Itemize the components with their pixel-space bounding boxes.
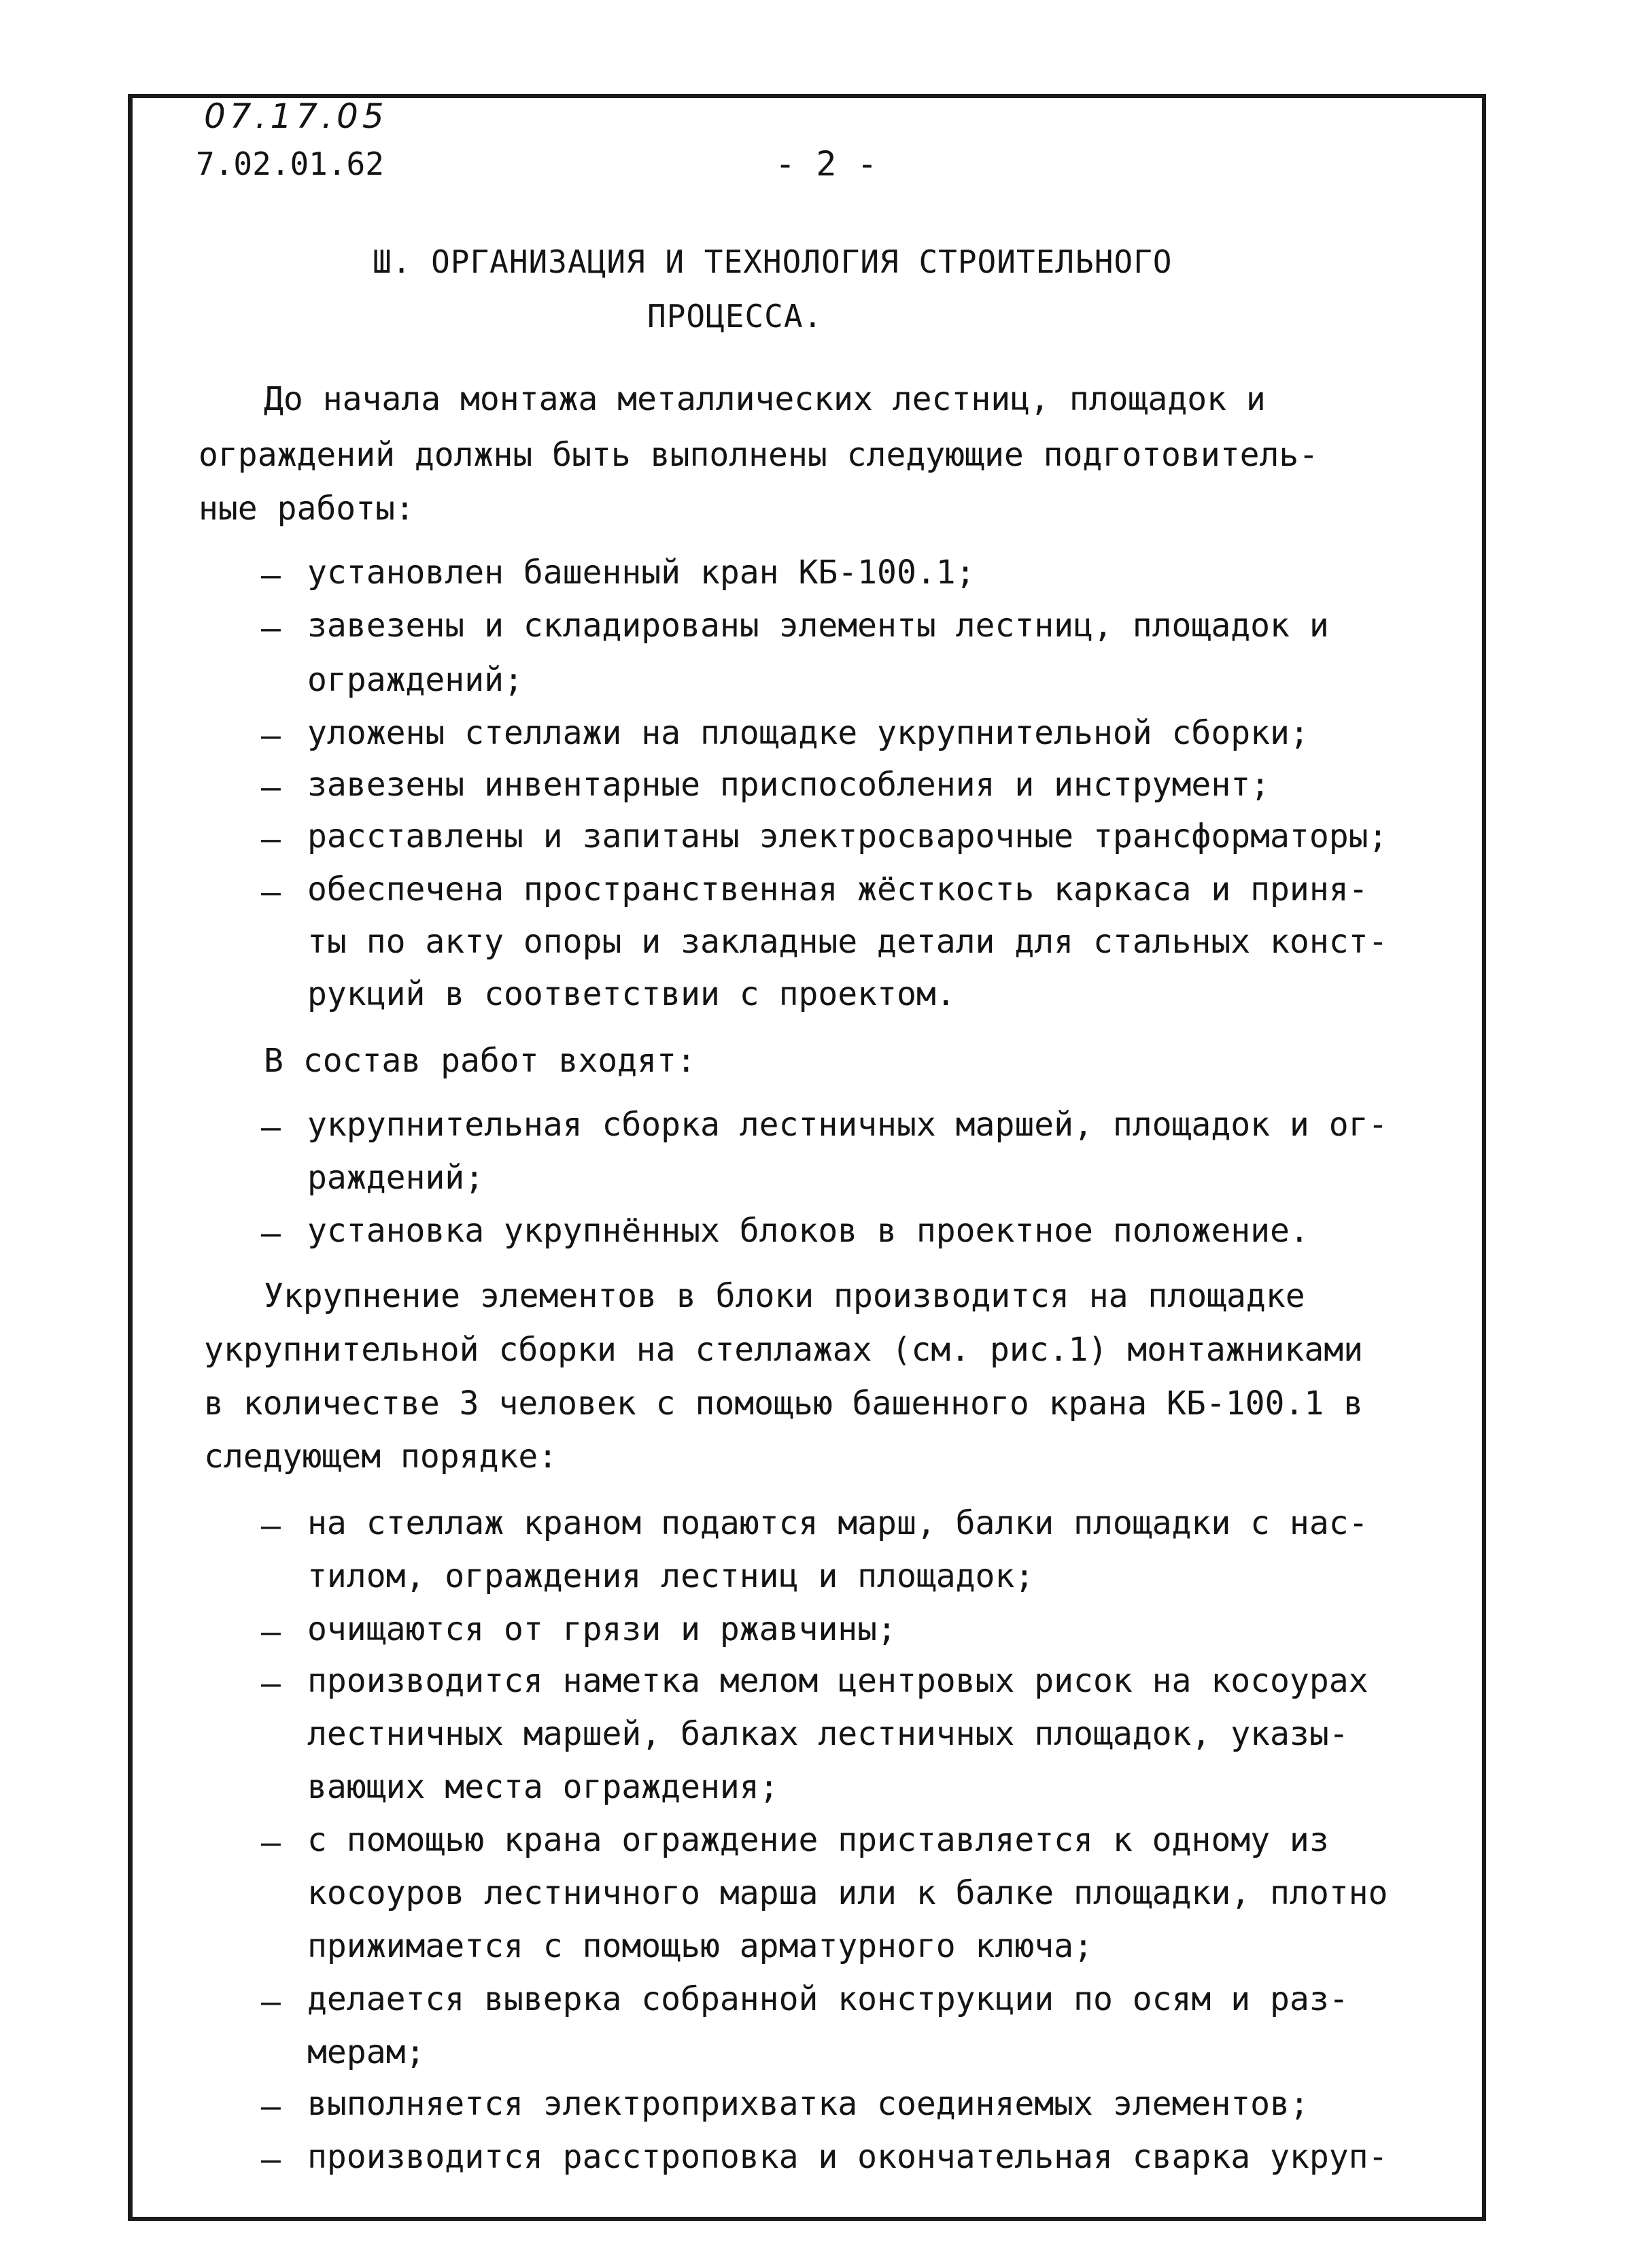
prep-item-2-line1: завезены и складированы элементы лестниц, площадок и [307,607,1329,645]
prep-item-6-line1: обеспечена пространственная жёсткость каркаса и приня- [307,870,1369,908]
order-item-6: выполняется электроприхватка соединяемых элементов; [307,2085,1309,2123]
order-item-4-line3: прижимается с помощью арматурного ключа; [307,1927,1093,1965]
prep-item-4: завезены инвентарные приспособления и инструмент; [307,766,1271,804]
bullet: – [261,2141,281,2179]
order-item-4-line2: косоуров лестничного марша или к балке площадки, плотно [307,1874,1388,1912]
bullet: – [261,1613,281,1651]
section-heading-line2: ПРОЦЕССА. [647,298,823,335]
enlarge-line-3: в количестве 3 человек с помощью башенного крана КБ-100.1 в [204,1384,1364,1423]
works-title: В состав работ входят: [264,1042,696,1080]
enlarge-line-2: укрупнительной сборки на стеллажах (см. рис.1) монтажниками [204,1331,1364,1369]
order-item-5-line1: делается выверка собранной конструкции по осям и раз- [307,1980,1349,2018]
intro-line-1: До начала монтажа металлических лестниц, площадок и [264,380,1266,418]
enlarge-line-4: следующем порядке: [204,1438,558,1476]
order-item-3-line3: вающих места ограждения; [307,1768,779,1806]
works-item-2: установка укрупнённых блоков в проектное положение. [307,1212,1309,1250]
prep-item-3: уложены стеллажи на площадке укрупнительной сборки; [307,714,1309,752]
prep-item-6-line3: рукций в соответствии с проектом. [307,975,956,1013]
order-item-3-line2: лестничных маршей, балках лестничных площадок, указы- [307,1715,1349,1753]
bullet: – [261,717,281,755]
order-item-3-line1: производится наметка мелом центровых рисок на косоурах [307,1662,1369,1700]
intro-line-3: ные работы: [199,490,415,528]
prep-item-5: расставлены и запитаны электросварочные трансформаторы; [307,817,1388,855]
bullet: – [261,1983,281,2021]
bullet: – [261,1214,281,1253]
bullet: – [261,1824,281,1862]
order-item-1-line1: на стеллаж краном подаются марш, балки площадки с нас- [307,1504,1369,1542]
works-item-1-line2: раждений; [307,1159,485,1197]
section-heading-line1: Ш. ОРГАНИЗАЦИЯ И ТЕХНОЛОГИЯ СТРОИТЕЛЬНОГО [373,243,1173,280]
document-code: 7.02.01.62 [196,146,384,182]
page-number: - 2 - [775,144,878,184]
order-item-4-line1: с помощью крана ограждение приставляется к одному из [307,1821,1329,1859]
handwritten-code: 07.17.05 [204,97,388,136]
order-item-7: производится расстроповка и окончательная сварка укруп- [307,2138,1388,2176]
bullet: – [261,873,281,911]
bullet: – [261,2088,281,2126]
bullet: – [261,609,281,647]
order-item-2: очищаются от грязи и ржавчины; [307,1610,897,1648]
bullet: – [261,820,281,858]
bullet: – [261,768,281,806]
intro-line-2: ограждений должны быть выполнены следующие подготовитель- [199,436,1319,474]
prep-item-6-line2: ты по акту опоры и закладные детали для стальных конст- [307,923,1388,961]
bullet: – [261,1108,281,1146]
order-item-1-line2: тилом, ограждения лестниц и площадок; [307,1557,1035,1595]
bullet: – [261,1507,281,1545]
prep-item-2-line2: ограждений; [307,661,523,699]
enlarge-line-1: Укрупнение элементов в блоки производится на площадке [264,1277,1305,1315]
bullet: – [261,556,281,594]
works-item-1-line1: укрупнительная сборка лестничных маршей, площадок и ог- [307,1106,1388,1144]
bullet: – [261,1665,281,1703]
order-item-5-line2: мерам; [307,2033,426,2071]
prep-item-1: установлен башенный кран КБ-100.1; [307,554,976,592]
